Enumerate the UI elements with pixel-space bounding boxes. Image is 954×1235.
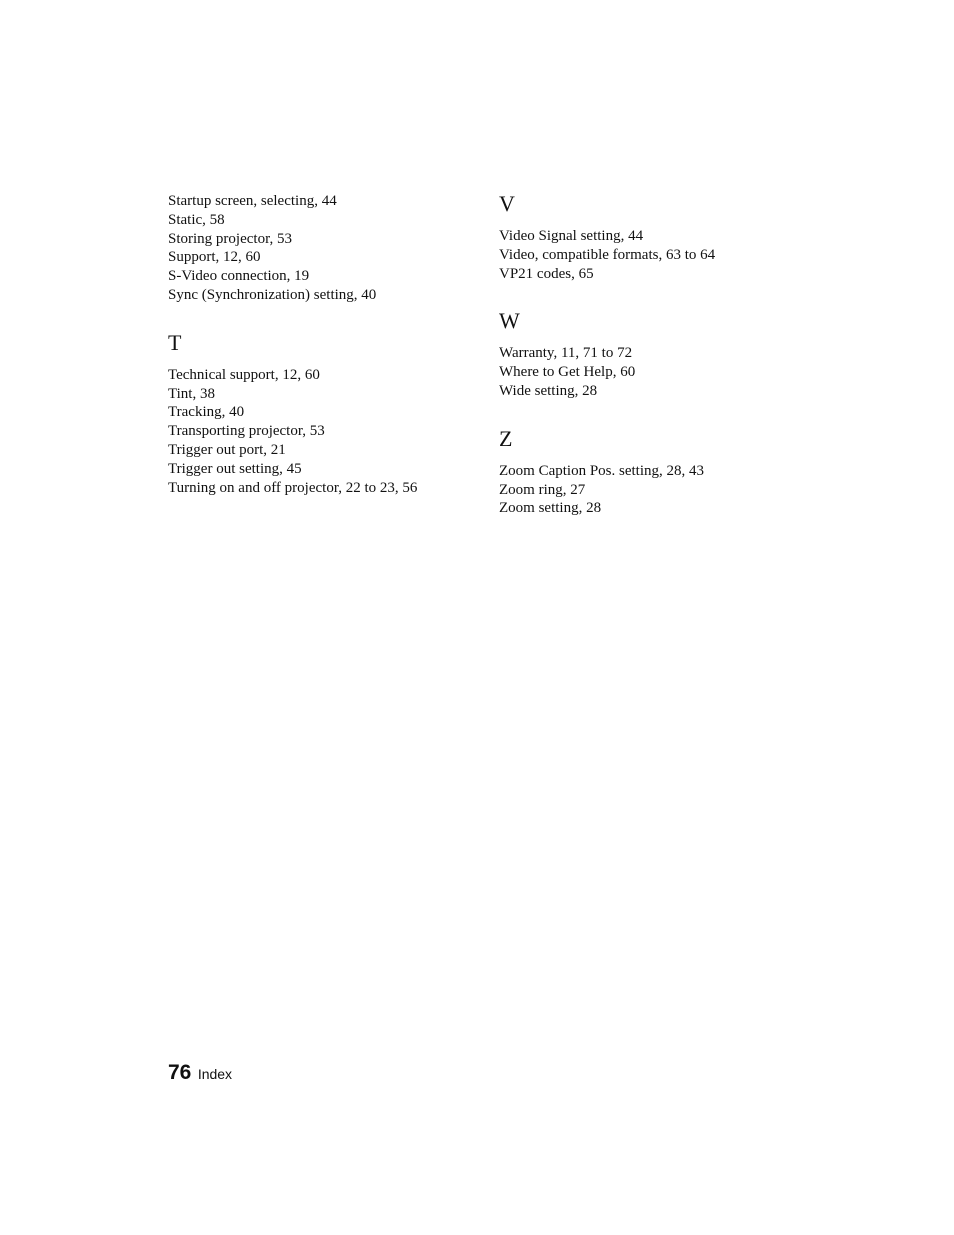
index-entry: S-Video connection, 19 <box>168 268 310 285</box>
index-entry: Video, compatible formats, 63 to 64 <box>499 246 716 263</box>
page-footer <box>168 1061 232 1085</box>
index-entry: Video Signal setting, 44 <box>499 228 644 244</box>
index-column-left <box>168 192 468 497</box>
index-entry: Transporting projector, 53 <box>168 423 325 440</box>
section-label: Index <box>197 1066 233 1082</box>
index-entry: Zoom setting, 28 <box>499 500 602 517</box>
index-entry: Tracking, 40 <box>168 404 245 421</box>
index-letter-heading-v: V <box>499 191 515 216</box>
index-entry: Zoom Caption Pos. setting, 28, 43 <box>499 462 705 479</box>
index-entry: Trigger out setting, 45 <box>168 460 302 477</box>
index-entry: VP21 codes, 65 <box>499 265 594 282</box>
index-entry: Turning on and off projector, 22 to 23, 56 <box>168 479 418 496</box>
page-number: 76 <box>168 1061 192 1084</box>
index-letter-heading-t: T <box>168 329 182 355</box>
index-entry: Zoom ring, 27 <box>499 481 586 498</box>
index-entry: Trigger out port, 21 <box>168 441 286 458</box>
index-column-right <box>499 192 799 518</box>
index-entry: Storing projector, 53 <box>168 230 292 247</box>
index-letter-heading-w: W <box>499 308 520 334</box>
index-entry: Sync (Synchronization) setting, 40 <box>168 286 377 303</box>
index-entry: Static, 58 <box>168 211 225 228</box>
index-letter-heading-z: Z <box>499 425 513 451</box>
index-entry: Technical support, 12, 60 <box>168 366 320 383</box>
index-entry: Support, 12, 60 <box>168 249 261 266</box>
index-entry: Wide setting, 28 <box>499 382 598 399</box>
index-entry: Startup screen, selecting, 44 <box>168 193 337 209</box>
index-entry: Warranty, 11, 71 to 72 <box>499 345 633 362</box>
index-entry: Tint, 38 <box>168 385 215 402</box>
index-entry: Where to Get Help, 60 <box>499 364 636 381</box>
